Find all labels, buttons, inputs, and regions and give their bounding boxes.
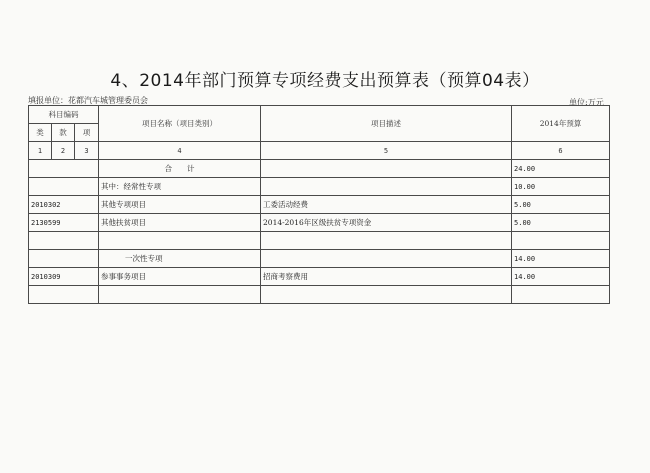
header-xiang: 项 bbox=[75, 124, 99, 142]
row-name: 其他专项项目 bbox=[99, 196, 261, 214]
table-row bbox=[29, 196, 610, 214]
row-amount: 14.00 bbox=[512, 250, 610, 268]
table-row bbox=[29, 286, 610, 304]
header-index-6: 6 bbox=[512, 142, 610, 160]
row-amount bbox=[512, 232, 610, 250]
row-amount: 24.00 bbox=[512, 160, 610, 178]
row-name: 一次性专项 bbox=[99, 250, 261, 268]
header-index-3: 3 bbox=[75, 142, 99, 160]
budget-table bbox=[28, 105, 610, 304]
row-desc: 招商考察费用 bbox=[261, 268, 512, 286]
header-index-1: 1 bbox=[29, 142, 52, 160]
header-index-5: 5 bbox=[261, 142, 512, 160]
header-index-4: 4 bbox=[99, 142, 261, 160]
row-code bbox=[29, 286, 99, 304]
row-amount: 5.00 bbox=[512, 214, 610, 232]
row-code: 2010309 bbox=[29, 268, 99, 286]
header-lei: 类 bbox=[29, 124, 52, 142]
table-row bbox=[29, 268, 610, 286]
row-name bbox=[99, 286, 261, 304]
header-row-1 bbox=[29, 106, 610, 124]
row-desc bbox=[261, 250, 512, 268]
header-kuan: 款 bbox=[52, 124, 75, 142]
row-code bbox=[29, 250, 99, 268]
reporting-unit-label: 填报单位：花都汽车城管理委员会 bbox=[28, 96, 148, 105]
row-code bbox=[29, 160, 99, 178]
row-amount: 14.00 bbox=[512, 268, 610, 286]
header-budget: 2014年预算 bbox=[512, 106, 610, 142]
table-row bbox=[29, 178, 610, 196]
row-code: 2130599 bbox=[29, 214, 99, 232]
row-name: 其中：经常性专项 bbox=[99, 178, 261, 196]
row-amount: 5.00 bbox=[512, 196, 610, 214]
table-row bbox=[29, 232, 610, 250]
table-row bbox=[29, 160, 610, 178]
row-code: 2010302 bbox=[29, 196, 99, 214]
row-desc: 2014-2016年区级扶贫专项资金 bbox=[261, 214, 512, 232]
row-name: 其他扶贫项目 bbox=[99, 214, 261, 232]
row-name bbox=[99, 232, 261, 250]
header-subject-code: 科目编码 bbox=[29, 106, 99, 124]
row-desc: 工委活动经费 bbox=[261, 196, 512, 214]
row-name: 参事事务项目 bbox=[99, 268, 261, 286]
header-index-row bbox=[29, 142, 610, 160]
page-title: 4、2014年部门预算专项经费支出预算表（预算04表） bbox=[110, 71, 540, 91]
table-row bbox=[29, 214, 610, 232]
row-name: 合 计 bbox=[99, 160, 261, 178]
currency-unit-label: 单位:万元 bbox=[569, 98, 604, 107]
header-item-desc: 项目描述 bbox=[261, 106, 512, 142]
header-index-2: 2 bbox=[52, 142, 75, 160]
table-row bbox=[29, 250, 610, 268]
row-desc bbox=[261, 160, 512, 178]
row-desc bbox=[261, 232, 512, 250]
row-desc bbox=[261, 178, 512, 196]
row-amount bbox=[512, 286, 610, 304]
row-amount: 10.00 bbox=[512, 178, 610, 196]
row-desc bbox=[261, 286, 512, 304]
row-code bbox=[29, 232, 99, 250]
row-code bbox=[29, 178, 99, 196]
header-item-name: 项目名称（项目类别） bbox=[99, 106, 261, 142]
